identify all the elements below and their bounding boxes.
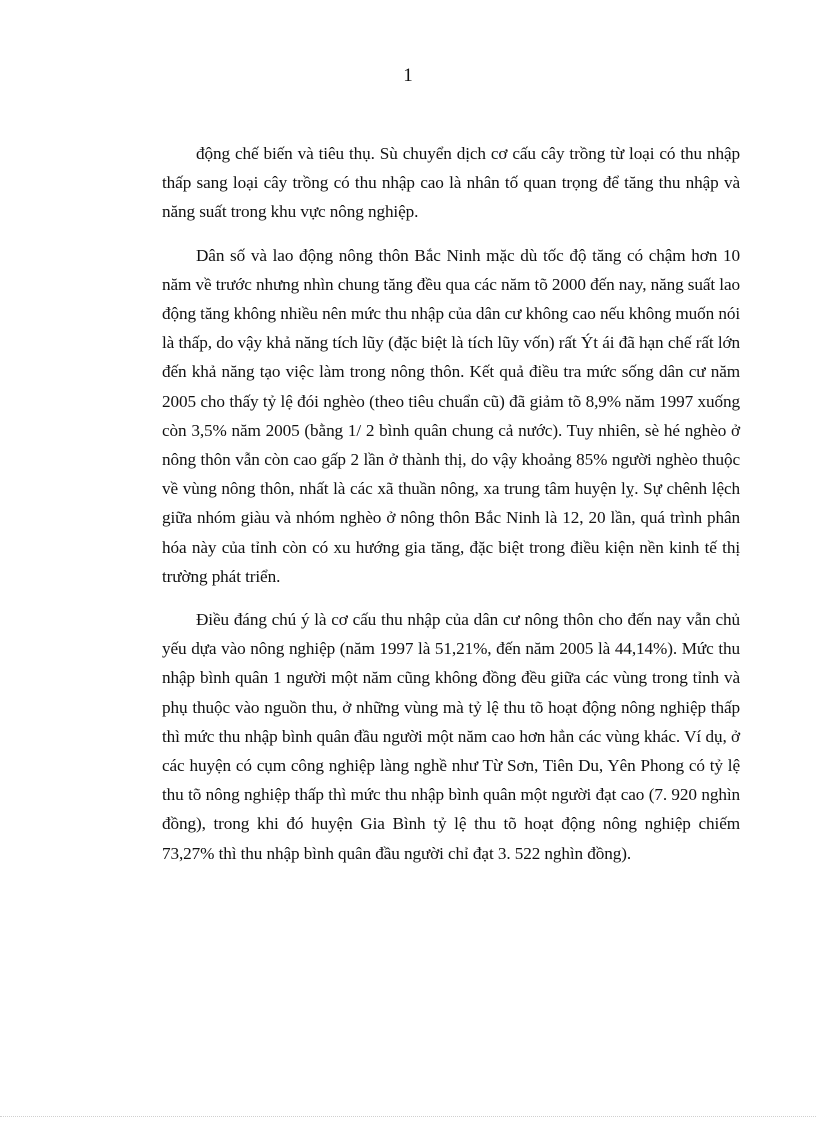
- page-number: 1: [403, 65, 413, 86]
- document-body: [162, 139, 740, 868]
- page-bottom-divider: [0, 1116, 816, 1117]
- paragraph-income-structure: Điều đáng chú ý là cơ cấu thu nhập của dân cư nông thôn cho đến nay vẫn chủ yếu dựa vào nông nghiệp (năm 1997 là 51,21%, đến năm 2005 là 44,14%). Mức thu nhập bình quân 1 người một năm cũng không đồng đều giữa các vùng trong tỉnh và phụ thuộc vào nguồn thu, ở những vùng mà tỷ lệ thu tõ hoạt động nông nghiệp thấp thì mức thu nhập bình quân đầu người một năm cao hơn hẳn các vùng khác. Ví dụ, ở các huyện có cụm công nghiệp làng nghề như Từ Sơn, Tiên Du, Yên Phong có tỷ lệ thu tõ nông nghiệp thấp thì mức thu nhập bình quân một người đạt cao (7. 920 nghìn đồng), trong khi đó huyện Gia Bình tỷ lệ thu tõ hoạt động nông nghiệp chiếm 73,27% thì thu nhập bình quân đầu người chỉ đạt 3. 522 nghìn đồng).: [162, 610, 740, 863]
- paragraph-population-labor: Dân số và lao động nông thôn Bắc Ninh mặc dù tốc độ tăng có chậm hơn 10 năm về trước nhưng nhìn chung tăng đều qua các năm tõ 2000 đến nay, năng suất lao động tăng không nhiều nên mức thu nhập của dân cư không cao nếu không muốn nói là thấp, do vậy khả năng tích lũy (đặc biệt là tích lũy vốn) rất Ýt ái đã hạn chế rất lớn đến khả năng tạo việc làm trong nông thôn. Kết quả điều tra mức sống dân cư năm 2005 cho thấy tỷ lệ đói nghèo (theo tiêu chuẩn cũ) đã giảm tõ 8,9% năm 1997 xuống còn 3,5% năm 2005 (bằng 1/ 2 bình quân chung cả nước). Tuy nhiên, sè hé nghèo ở nông thôn vẫn còn cao gấp 2 lần ở thành thị, do vậy khoảng 85% người nghèo thuộc về vùng nông thôn, nhất là các xã thuần nông, xa trung tâm huyện lỵ. Sự chênh lệch giữa nhóm giàu và nhóm nghèo ở nông thôn Bắc Ninh là 12, 20 lần, quá trình phân hóa này của tỉnh còn có xu hướng gia tăng, đặc biệt trong điều kiện nền kinh tế thị trường phát triển.: [162, 245, 740, 586]
- paragraph-continuation: động chế biến và tiêu thụ. Sù chuyển dịch cơ cấu cây trồng từ loại có thu nhập thấp sang loại cây trồng có thu nhập cao là nhân tố quan trọng để tăng thu nhập và năng suất trong khu vực nông nghiệp.: [162, 144, 740, 222]
